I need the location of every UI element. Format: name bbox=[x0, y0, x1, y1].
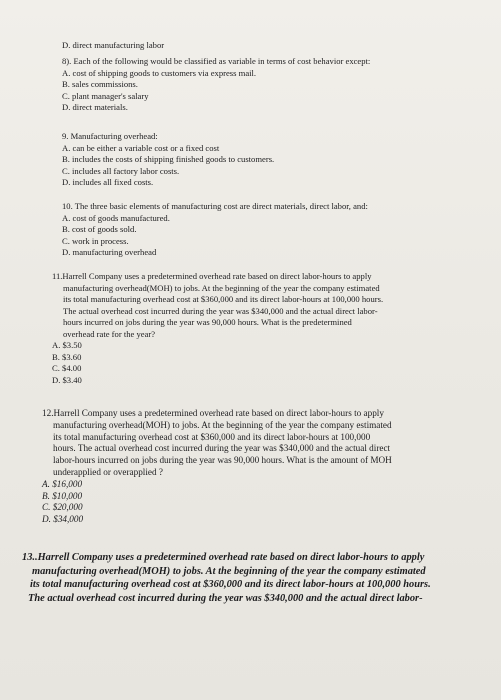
q12-line-3: its total manufacturing overhead cost at $360,000 and its direct labor-hours at 100,000 bbox=[53, 431, 371, 442]
q11-line-5: hours incurred on jobs during the year was 90,000 hours. What is the predetermined bbox=[63, 317, 352, 327]
q8-block bbox=[62, 56, 472, 114]
q10-option-b: B. cost of goods sold. bbox=[62, 224, 137, 234]
q13-block bbox=[22, 551, 500, 605]
q11-option-c: C. $4.00 bbox=[52, 363, 82, 373]
q11-option-a: A. $3.50 bbox=[52, 340, 82, 350]
q12-option-a: A. $16,000 bbox=[42, 478, 83, 489]
q11-option-d: D. $3.40 bbox=[52, 374, 82, 385]
q12-line-6: underapplied or overapplied ? bbox=[53, 466, 163, 477]
q7-option-d: D. direct manufacturing labor bbox=[62, 40, 165, 50]
q10-question: 10. The three basic elements of manufacturing cost are direct materials, direct labor, and: bbox=[62, 201, 368, 211]
q13-line-3: its total manufacturing overhead cost at $360,000 and its direct labor-hours at 100,000 hours. bbox=[30, 579, 431, 591]
q11-line-1: 11.Harrell Company uses a predetermined overhead rate based on direct labor-hours to apply bbox=[52, 271, 372, 281]
q9-option-a: A. can be either a variable cost or a fixed cost bbox=[62, 142, 220, 153]
q9-question: 9. Manufacturing overhead: bbox=[62, 131, 158, 141]
q13-line-1: 13..Harrell Company uses a predetermined overhead rate based on direct labor-hours to apply bbox=[22, 552, 425, 563]
q9-option-b: B. includes the costs of shipping finished goods to customers. bbox=[62, 154, 275, 164]
q10-option-c: C. work in process. bbox=[62, 235, 129, 246]
q12-option-d: D. $34,000 bbox=[42, 514, 84, 525]
q11-line-3: its total manufacturing overhead cost at $360,000 and its direct labor-hours at 100,000 hours. bbox=[63, 294, 384, 304]
q8-question: 8). Each of the following would be classified as variable in terms of cost behavior except: bbox=[62, 56, 371, 66]
q8-option-b: B. sales commissions. bbox=[62, 79, 138, 89]
q12-line-2: manufacturing overhead(MOH) to jobs. At the beginning of the year the company estimated bbox=[53, 419, 392, 430]
q12-line-5: labor-hours incurred on jobs during the year was 90,000 hours. What is the amount of MOH bbox=[53, 455, 392, 466]
q11-line-2: manufacturing overhead(MOH) to jobs. At the beginning of the year the company estimated bbox=[63, 282, 380, 293]
q10-option-a: A. cost of goods manufactured. bbox=[62, 212, 170, 223]
q12-line-1: 12.Harrell Company uses a predetermined overhead rate based on direct labor-hours to apply bbox=[42, 408, 384, 418]
q13-line-2: manufacturing overhead(MOH) to jobs. At the beginning of the year the company estimated bbox=[32, 565, 426, 577]
q11-line-4: The actual overhead cost incurred during the year was $340,000 and the actual direct labor- bbox=[63, 305, 378, 316]
q10-block bbox=[62, 201, 482, 259]
q9-option-c: C. includes all factory labor costs. bbox=[62, 165, 180, 176]
q11-option-b: B. $3.60 bbox=[52, 351, 82, 362]
q7-block bbox=[62, 40, 164, 52]
q12-option-b: B. $10,000 bbox=[42, 490, 83, 501]
q11-block bbox=[52, 271, 482, 386]
q12-line-4: hours. The actual overhead cost incurred during the year was $340,000 and the actual direct bbox=[53, 443, 391, 454]
q11-line-6: overhead rate for the year? bbox=[63, 328, 156, 339]
q8-option-d: D. direct materials. bbox=[62, 102, 128, 112]
q8-option-c: C. plant manager's salary bbox=[62, 90, 149, 101]
q12-option-c: C. $20,000 bbox=[42, 502, 83, 513]
q13-line-4: The actual overhead cost incurred during the year was $340,000 and the actual direct labor- bbox=[28, 592, 423, 604]
q8-option-a: A. cost of shipping goods to customers via express mail. bbox=[62, 67, 257, 78]
q9-option-d: D. includes all fixed costs. bbox=[62, 177, 154, 187]
q9-block bbox=[62, 131, 462, 189]
q10-option-d: D. manufacturing overhead bbox=[62, 247, 157, 257]
q12-block bbox=[42, 408, 492, 526]
